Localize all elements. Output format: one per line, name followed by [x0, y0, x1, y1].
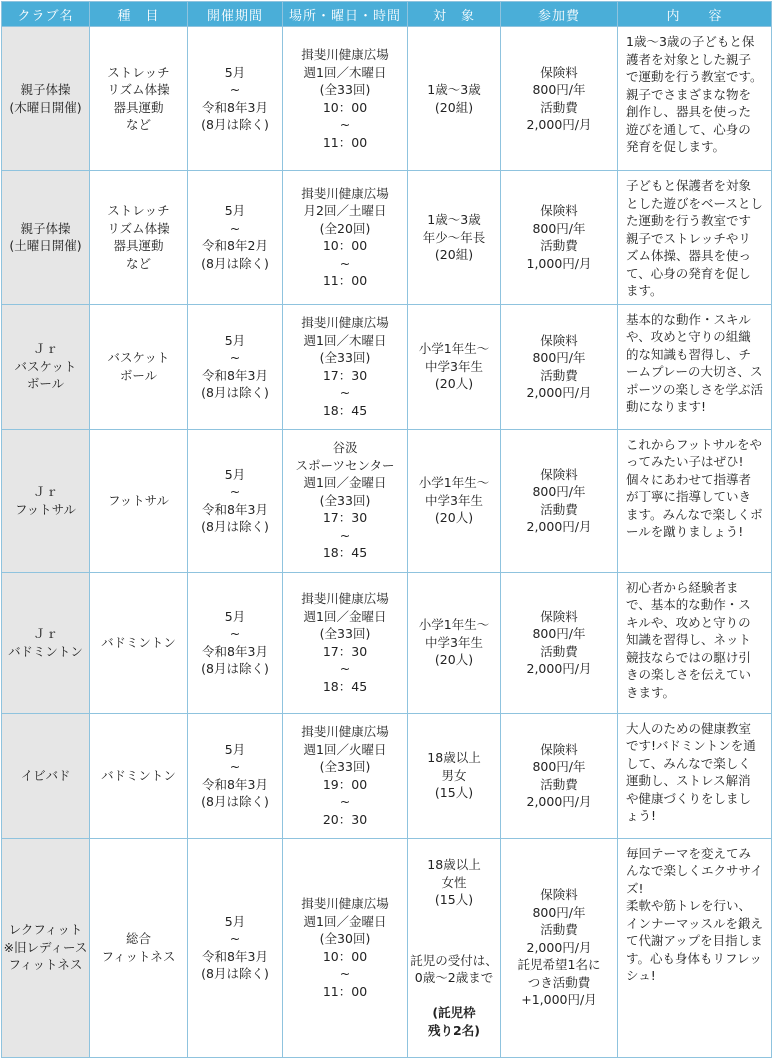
fee-cell: 保険料 800円/年 活動費 1,000円/月	[501, 171, 618, 305]
place-cell: 谷汲 スポーツセンター 週1回／金曜日 (全33回) 17：30 ~ 18：45	[283, 429, 408, 572]
club-name: Ｊｒ バドミントン	[2, 572, 90, 713]
place-cell: 揖斐川健康広場 週1回／金曜日 (全30回) 10：00 ~ 11：00	[283, 838, 408, 1057]
event-cell: バドミントン	[90, 572, 188, 713]
target-cell: 1歳～3歳 (20組)	[408, 27, 501, 171]
period-cell: 5月 ~ 令和8年3月 (8月は除く)	[188, 572, 283, 713]
event-cell: ストレッチ リズム体操 器具運動 など	[90, 171, 188, 305]
club-name: Ｊｒ フットサル	[2, 429, 90, 572]
header-event: 種 目	[90, 2, 188, 27]
target-cell	[408, 838, 501, 1057]
target-cell: 小学1年生～ 中学3年生 (20人)	[408, 429, 501, 572]
fee-cell: 保険料 800円/年 活動費 2,000円/月 託児希望1名に つき活動費 +1,000円/月	[501, 838, 618, 1057]
desc-cell: 大人のための健康教室です!バドミントンを通して、みんなで楽しく運動し、ストレス解消や健康づくりをしましょう!	[618, 713, 772, 838]
event-cell: バドミントン	[90, 713, 188, 838]
target-spacer	[408, 926, 500, 934]
table-row	[2, 713, 772, 838]
target-cell: 1歳～3歳 年少～年長 (20組)	[408, 171, 501, 305]
place-cell: 揖斐川健康広場 週1回／火曜日 (全33回) 19：00 ~ 20：30	[283, 713, 408, 838]
fee-cell: 保険料 800円/年 活動費 2,000円/月	[501, 713, 618, 838]
target-cell: 18歳以上 男女 (15人)	[408, 713, 501, 838]
period-cell: 5月 ~ 令和8年3月 (8月は除く)	[188, 304, 283, 429]
target-cell: 小学1年生～ 中学3年生 (20人)	[408, 304, 501, 429]
event-cell: バスケット ボール	[90, 304, 188, 429]
period-cell: 5月 ~ 令和8年3月 (8月は除く)	[188, 429, 283, 572]
period-cell: 5月 ~ 令和8年3月 (8月は除く)	[188, 838, 283, 1057]
period-cell: 5月 ~ 令和8年2月 (8月は除く)	[188, 171, 283, 305]
table-row	[2, 171, 772, 305]
table-row	[2, 304, 772, 429]
desc-cell: これからフットサルをやってみたい子はぜひ!個々にあわせて指導者が丁寧に指導していきます。みんなで楽しくボールを蹴りましょう!	[618, 429, 772, 572]
club-name: イビバド	[2, 713, 90, 838]
club-name: Ｊｒ バスケット ボール	[2, 304, 90, 429]
desc-cell: 1歳～3歳の子どもと保護者を対象とした親子で運動を行う教室です。親子でさまざまな物を創作し、器具を使った遊びを通して、心身の発育を促します。	[618, 27, 772, 171]
fee-cell: 保険料 800円/年 活動費 2,000円/月	[501, 304, 618, 429]
table-row	[2, 572, 772, 713]
table-row	[2, 27, 772, 171]
desc-cell: 毎回テーマを変えてみんなで楽しくエクササイズ! 柔軟や筋トレを行い、インナーマッスルを鍛えて代謝アップを目指します。心も身体もリフレッシュ!	[618, 838, 772, 1057]
childcare-slots: (託児枠 残り2名)	[428, 1005, 480, 1038]
desc-cell: 初心者から経験者まで、基本的な動作・スキルや、攻めと守りの知識を習得し、ネット競技ならではの駆け引きの楽しさを伝えていきます。	[618, 572, 772, 713]
place-cell: 揖斐川健康広場 週1回／金曜日 (全33回) 17：30 ~ 18：45	[283, 572, 408, 713]
header-desc: 内 容	[618, 2, 772, 27]
table-row	[2, 838, 772, 1057]
period-cell: 5月 ~ 令和8年3月 (8月は除く)	[188, 713, 283, 838]
club-table	[1, 1, 772, 1058]
fee-cell: 保険料 800円/年 活動費 2,000円/月	[501, 572, 618, 713]
event-cell: 総合 フィットネス	[90, 838, 188, 1057]
childcare-note: 託児の受付は、 0歳～2歳まで	[410, 952, 498, 985]
club-name: レクフィット ※旧レディース フィットネス	[2, 838, 90, 1057]
header-place: 場所・曜日・時間	[283, 2, 408, 27]
desc-cell: 基本的な動作・スキルや、攻めと守りの組織的な知識も習得し、チームプレーの大切さ、スポーツの楽しさを学ぶ活動になります!	[618, 304, 772, 429]
desc-cell: 子どもと保護者を対象とした遊びをベースとした運動を行う教室です親子でストレッチやリズム体操、器具を使って、心身の発育を促します。	[618, 171, 772, 305]
event-cell: フットサル	[90, 429, 188, 572]
fee-cell: 保険料 800円/年 活動費 2,000円/月	[501, 27, 618, 171]
event-cell: ストレッチ リズム体操 器具運動 など	[90, 27, 188, 171]
period-cell: 5月 ~ 令和8年3月 (8月は除く)	[188, 27, 283, 171]
place-cell: 揖斐川健康広場 週1回／木曜日 (全33回) 17：30 ~ 18：45	[283, 304, 408, 429]
header-target: 対 象	[408, 2, 501, 27]
header-period: 開催期間	[188, 2, 283, 27]
place-cell: 揖斐川健康広場 月2回／土曜日 (全20回) 10：00 ~ 11：00	[283, 171, 408, 305]
fee-cell: 保険料 800円/年 活動費 2,000円/月	[501, 429, 618, 572]
header-row	[2, 2, 772, 27]
header-fee: 参加費	[501, 2, 618, 27]
header-club: クラブ名	[2, 2, 90, 27]
club-name: 親子体操 (土曜日開催)	[2, 171, 90, 305]
target-cell: 小学1年生～ 中学3年生 (20人)	[408, 572, 501, 713]
table-row	[2, 429, 772, 572]
club-name: 親子体操 (木曜日開催)	[2, 27, 90, 171]
place-cell: 揖斐川健康広場 週1回／木曜日 (全33回) 10：00 ~ 11：00	[283, 27, 408, 171]
target-main: 18歳以上 女性 (15人)	[427, 857, 481, 907]
